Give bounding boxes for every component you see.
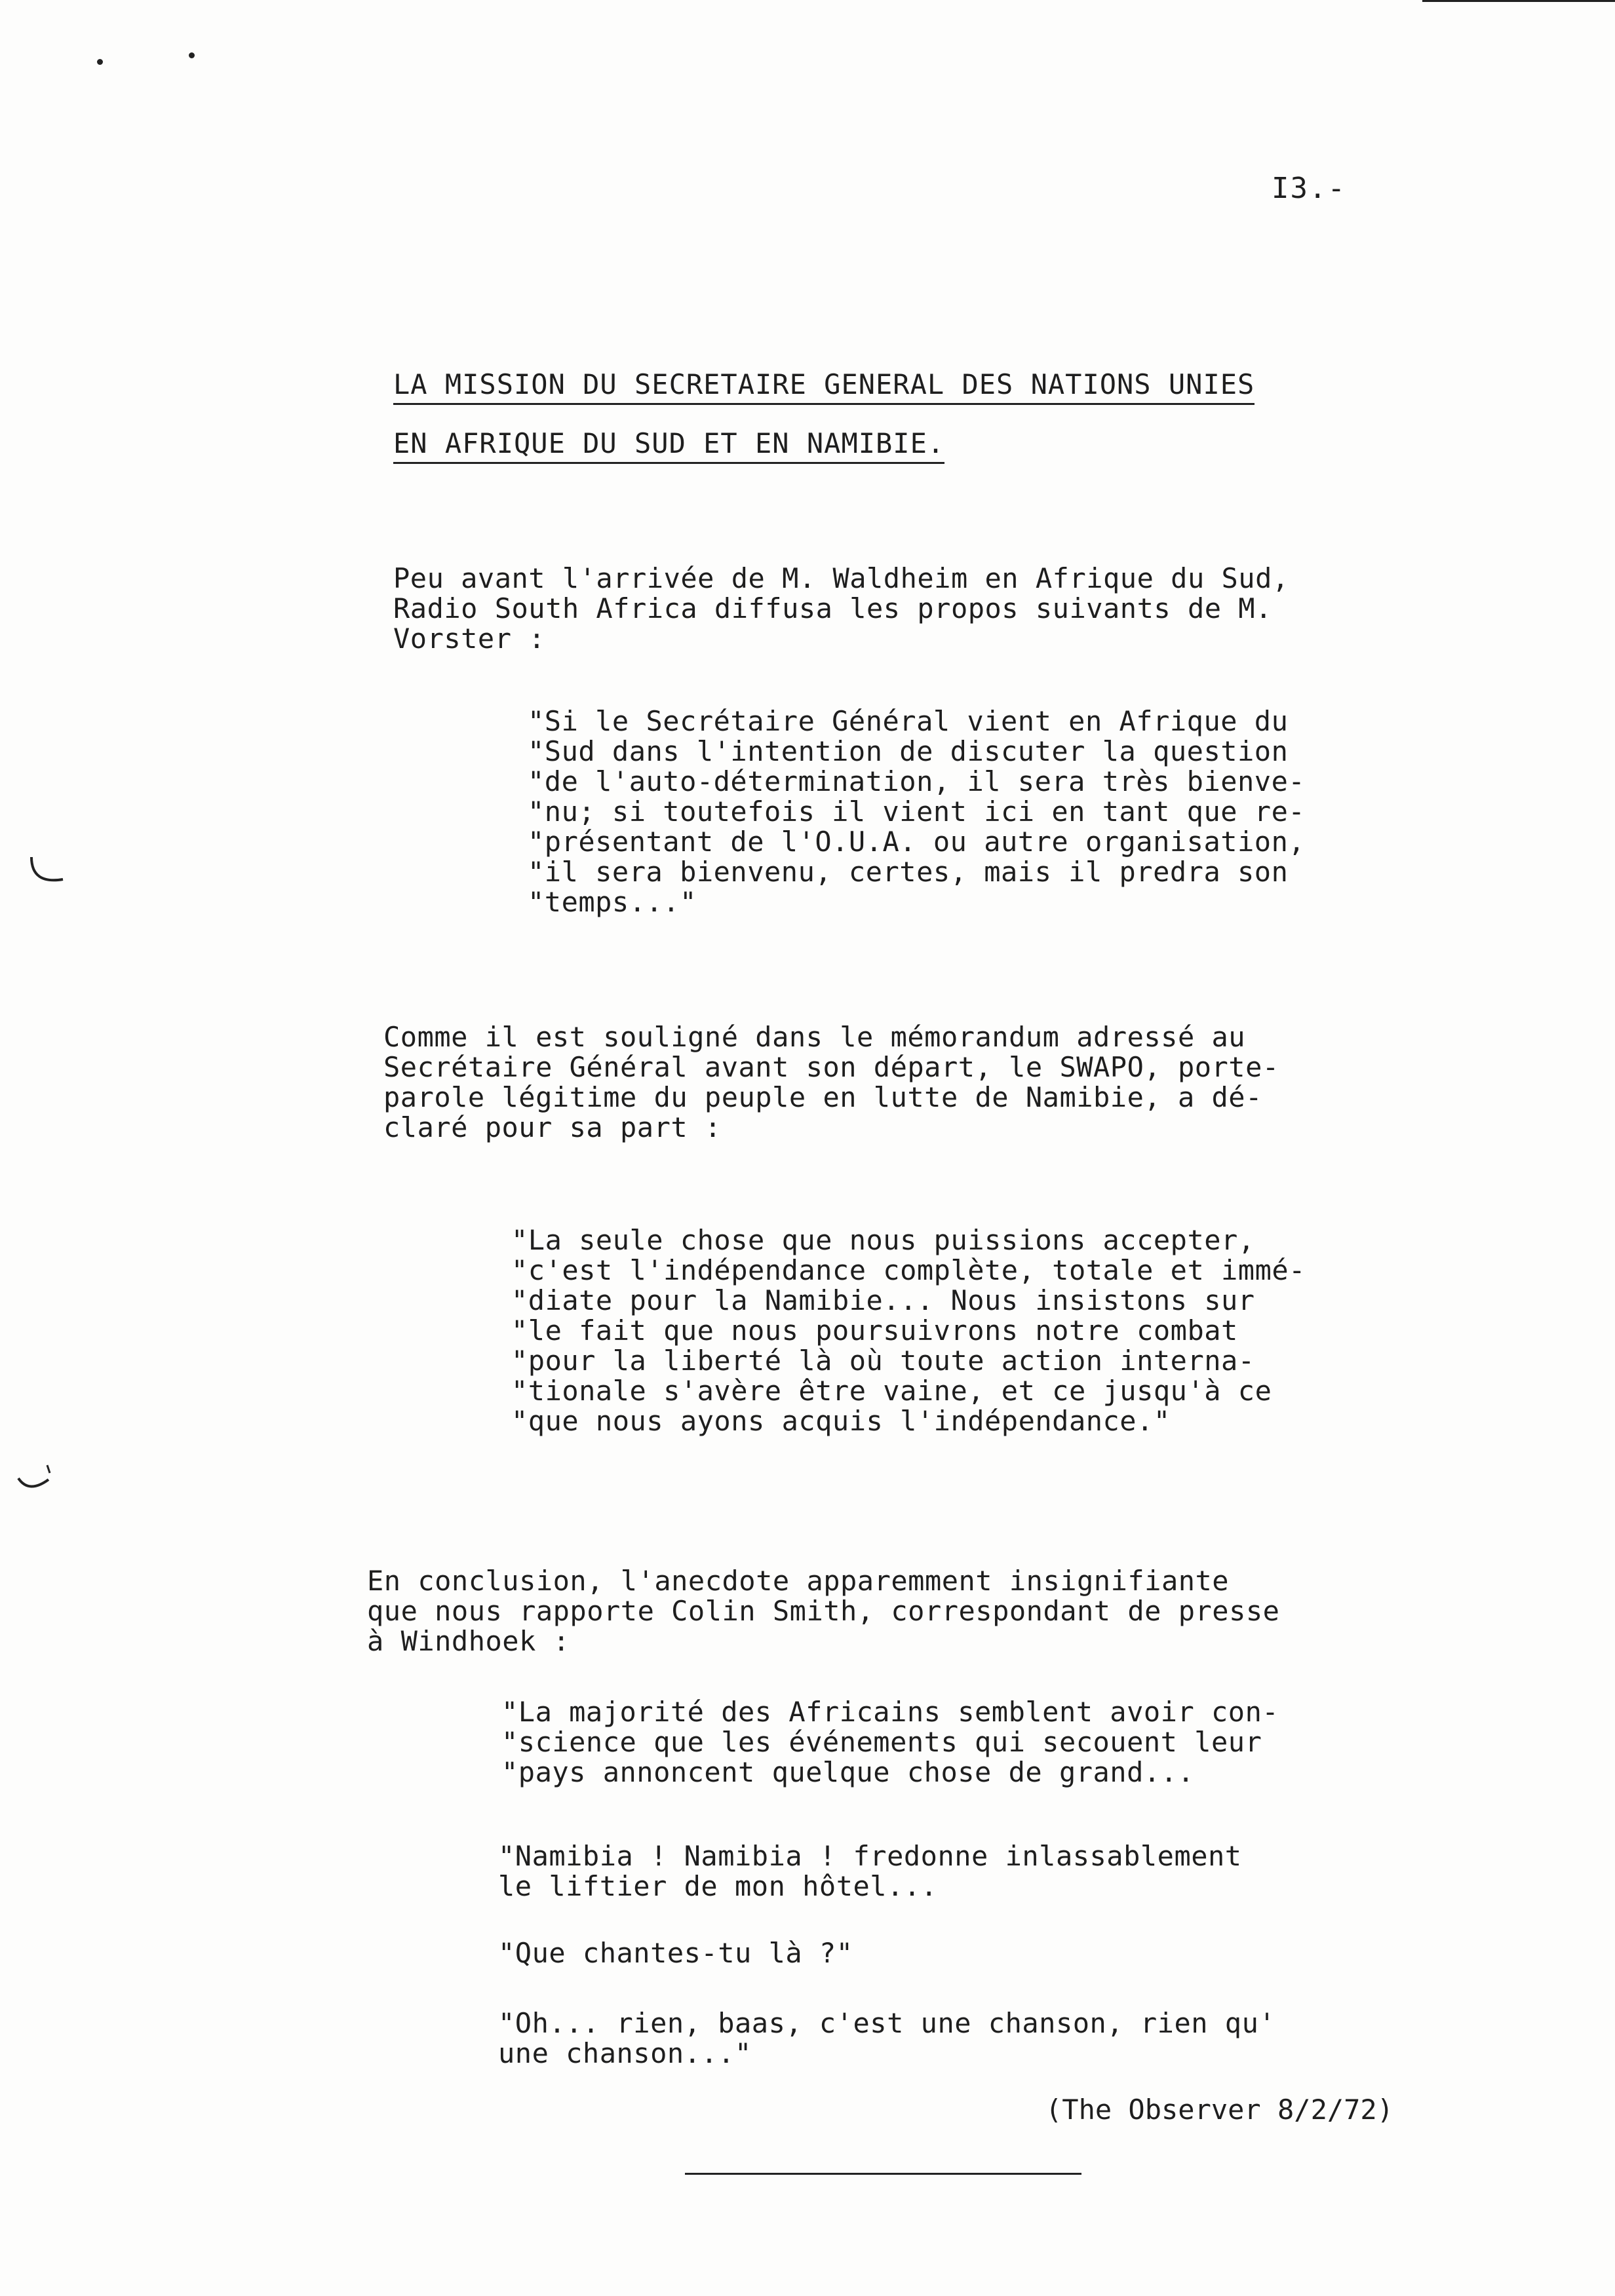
punch-hole-mark-top [26, 852, 67, 892]
scan-speck [189, 52, 195, 58]
conclusion-paragraph: En conclusion, l'anecdote apparemment insignifiante que nous rapporte Colin Smith, correspondant de presse à Windhoek : [367, 1565, 1280, 1657]
smith-quote-part-3: "Que chantes-tu là ?" [498, 1937, 853, 1969]
smith-quote-part-2: "Namibia ! Namibia ! fredonne inlassablement le liftier de mon hôtel... [498, 1840, 1242, 1902]
document-title-line-2: EN AFRIQUE DU SUD ET EN NAMIBIE. [393, 427, 944, 464]
document-title-line-1: LA MISSION DU SECRETAIRE GENERAL DES NATIONS UNIES [393, 368, 1255, 405]
vorster-quote: "Si le Secrétaire Général vient en Afrique du "Sud dans l'intention de discuter la question "de l'auto-détermination, il sera très bienve- "nu; si toutefois il vient ici en tant que re- "présentant de l'O.U.A. ou autre organisation, "il sera bienvenu, certes, mais il predra son "temps..." [528, 705, 1306, 918]
page-number: I3.- [1272, 172, 1346, 205]
smith-quote-part-4: "Oh... rien, baas, c'est une chanson, rien qu' une chanson..." [498, 2007, 1276, 2069]
end-rule [685, 2173, 1081, 2175]
source-citation: (The Observer 8/2/72) [1045, 2094, 1394, 2126]
swapo-intro-paragraph: Comme il est souligné dans le mémorandum adressé au Secrétaire Général avant son départ, le SWAPO, porte- parole légitime du peuple en lutte de Namibie, a dé- claré pour sa part : [383, 1021, 1279, 1143]
punch-hole-mark-bottom [14, 1461, 55, 1502]
top-edge-rule [1422, 0, 1615, 2]
intro-paragraph: Peu avant l'arrivée de M. Waldheim en Afrique du Sud, Radio South Africa diffusa les propos suivants de M. Vorster : [393, 562, 1289, 655]
smith-quote-part-1: "La majorité des Africains semblent avoir con- "science que les événements qui secouent leur "pays annoncent quelque chose de grand... [501, 1696, 1279, 1788]
scan-speck [97, 59, 103, 65]
swapo-quote: "La seule chose que nous puissions accepter, "c'est l'indépendance complète, totale et immé- "diate pour la Namibie... Nous insistons sur "le fait que nous poursuivrons notre combat "pour la liberté là où toute action interna- "tionale s'avère être vaine, et ce jusqu'à ce "que nous ayons acquis l'indépendance." [511, 1224, 1306, 1437]
